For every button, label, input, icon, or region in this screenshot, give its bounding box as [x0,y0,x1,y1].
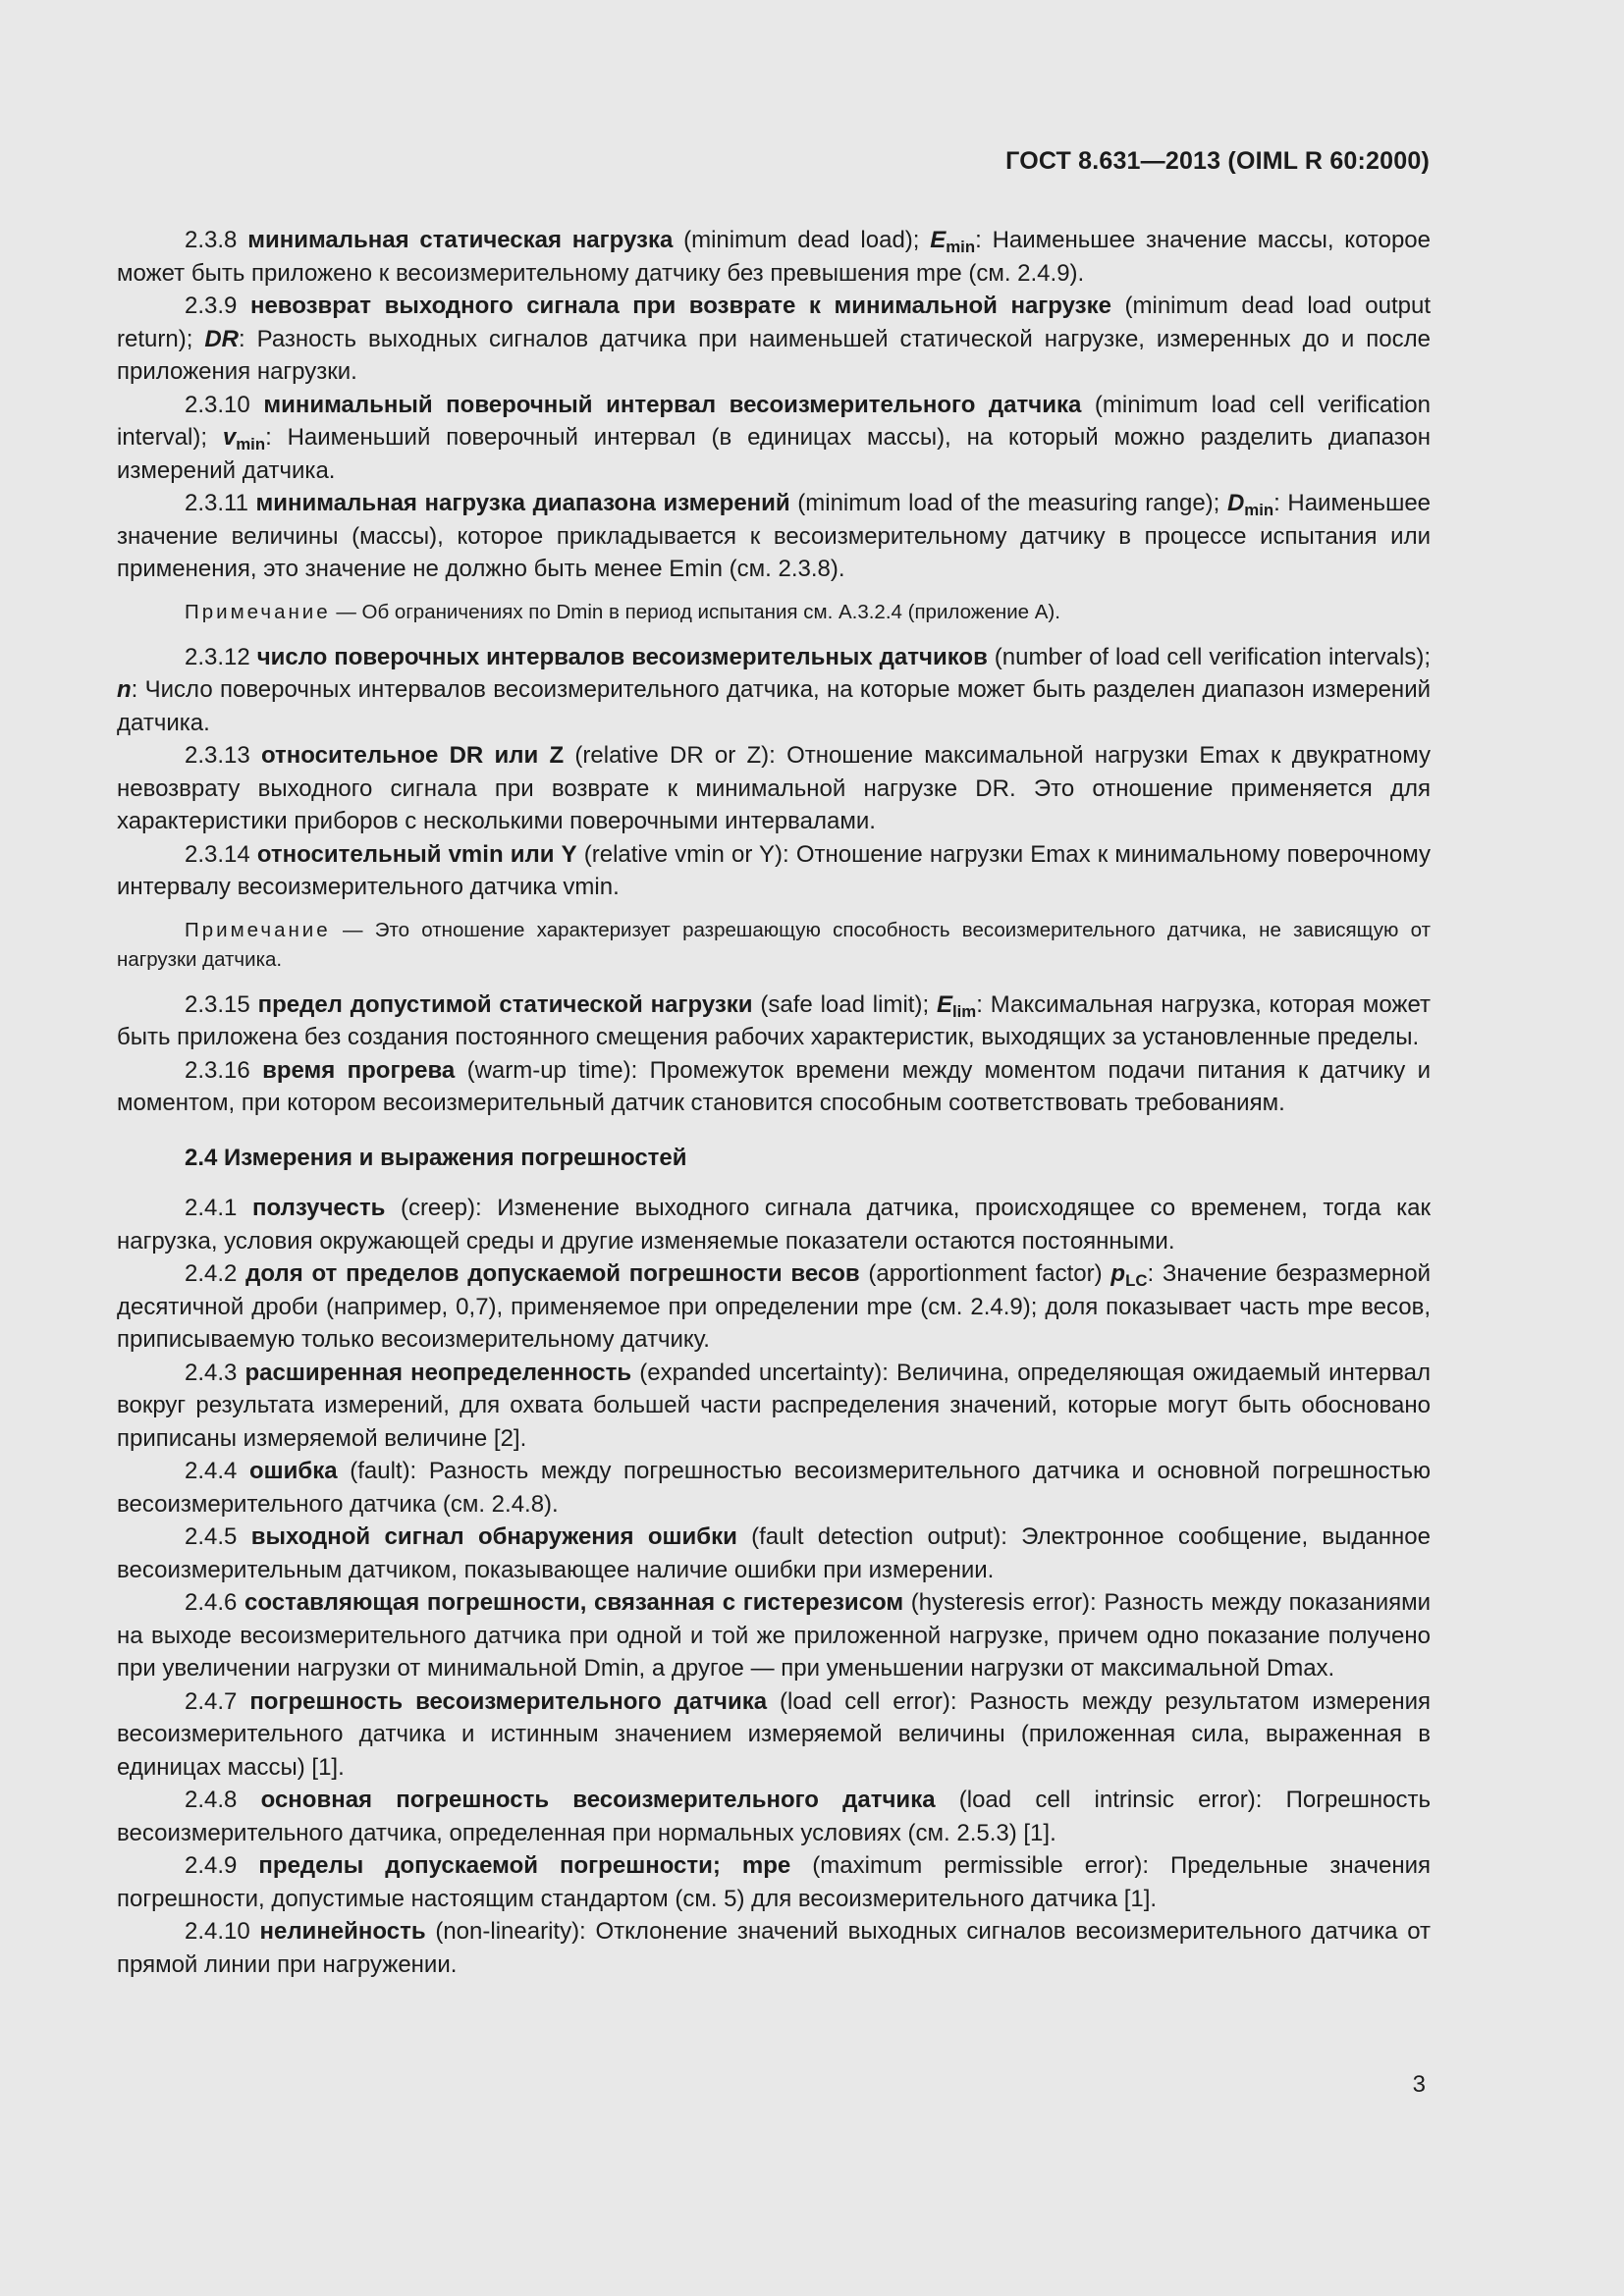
definition-paragraph [117,1915,1431,1981]
term-symbol: E [930,227,947,253]
clause-number: 2.3.13 [185,742,250,769]
definition-paragraph [117,389,1431,488]
definition-text: (hysteresis error): Разность между показаниями на выходе весоизмерительного датчика при одной и той же приложенной нагрузке, причем одно показание получено при увеличении нагрузки от минимальной Dmin, а другое — при уменьшении нагрузки от максимальной Dmax. [117,1589,1432,1682]
definition-text: (warm-up time): Промежуток времени между моментом подачи питания к датчику и моментом, при котором весоизмерительный датчик становится способным соответствовать требованиям. [117,1056,1431,1116]
definition-text-continued: : Значение безразмерной десятичной дроби (например, 0,7), применяемое при определении mpe (см. 2.4.9); доля показывает часть mpe весов, приписываемую только весоизмерительному датчику. [117,1260,1432,1353]
definition-paragraph [117,224,1431,290]
clause-number: 2.4.2 [185,1260,238,1287]
term-name: доля от пределов допускаемой погрешности весов [245,1260,860,1287]
definition-text: (relative DR or Z): Отношение максимальной нагрузки Emax к двукратному невозврату выходного сигнала при возврате к минимальной нагрузке DR. Это отношение применяется для характеристики приборов с несколькими поверочными интервалами. [117,742,1432,834]
definition-text: (fault detection output): Электронное сообщение, выданное весоизмерительным датчиком, показывающее наличие ошибки при измерении. [117,1523,1431,1583]
clause-number: 2.4.6 [185,1589,238,1616]
clause-number: 2.4.7 [185,1687,238,1715]
definition-text-continued: : Максимальная нагрузка, которая может быть приложена без создания постоянного смещения рабочих характеристик, выходящих за установленные пределы. [117,990,1431,1050]
term-symbol: v [222,424,237,451]
term-name: относительный vmin или Y [256,840,577,868]
term-name: предел допустимой статической нагрузки [257,990,753,1018]
clause-number: 2.4.4 [185,1458,238,1484]
definition-paragraph [117,1784,1431,1849]
definition-paragraph [117,1192,1431,1257]
clause-number: 2.3.9 [185,293,238,319]
term-name: минимальная статическая нагрузка [247,227,674,253]
definition-paragraph [117,641,1431,740]
term-name: минимальный поверочный интервал весоизмерительного датчика [263,391,1082,418]
page-number: 3 [1412,2071,1426,2098]
clause-number: 2.4.10 [185,1918,250,1945]
definition-text: (relative vmin or Y): Отношение нагрузки Emax к минимальному поверочному интервалу весоизмерительного датчика vmin. [117,840,1431,900]
definition-text: (maximum permissible error): Предельные значения погрешности, допустимые настоящим стандартом (см. 5) для весоизмерительного датчика [1]. [117,1852,1432,1912]
section-heading [117,1142,1431,1175]
clause-number: 2.4.8 [185,1787,238,1813]
term-name: минимальная нагрузка диапазона измерений [255,490,790,516]
term-name: погрешность весоизмерительного датчика [249,1687,768,1715]
definition-text: (creep): Изменение выходного сигнала датчика, происходящее со временем, тогда как нагрузка, условия окружающей среды и другие изменяемые показатели остаются постоянными. [117,1195,1431,1255]
definition-text-continued: : Разность выходных сигналов датчика при наименьшей статической нагрузке, измеренных до и после приложения нагрузки. [117,325,1431,385]
term-name: пределы допускаемой погрешности; mpe [258,1852,791,1879]
clause-number: 2.3.16 [185,1056,250,1084]
term-symbol: D [1226,490,1245,516]
note-paragraph [117,916,1431,975]
definition-text: (minimum load of the measuring range); [789,490,1227,516]
clause-number: 2.3.14 [185,840,250,868]
definition-paragraph [117,739,1431,838]
term-name: расширенная неопределенность [244,1359,632,1386]
definition-text-continued: : Число поверочных интервалов весоизмерительного датчика, на которые может быть разделен диапазон измерений датчика. [117,676,1431,736]
definition-text: (number of load cell verification intervals); [987,643,1432,670]
term-name: составляющая погрешности, связанная с гистерезисом [244,1589,904,1616]
clause-number: 2.3.12 [185,643,250,670]
term-name: число поверочных интервалов весоизмерительных датчиков [256,643,988,670]
definition-text: (apportionment factor) [859,1260,1111,1287]
definition-paragraph [117,487,1431,586]
note-text: — Это отношение характеризует разрешающую способность весоизмерительного датчика, не зависящую от нагрузки датчика. [117,918,1431,971]
symbol-subscript: lim [951,1001,977,1021]
definition-text: (minimum dead load); [673,227,931,253]
definition-text: (fault): Разность между погрешностью весоизмерительного датчика и основной погрешностью весоизмерительного датчика (см. 2.4.8). [117,1458,1431,1518]
clause-number: 2.4.1 [185,1195,238,1221]
definition-paragraph [117,1257,1431,1357]
term-symbol: n [117,676,132,703]
definition-text: (load cell error): Разность между результатом измерения весоизмерительного датчика и истинным значением измеряемой величины (приложенная сила, выраженная в единицах массы) [1]. [117,1687,1431,1781]
symbol-subscript: LC [1125,1271,1148,1291]
definition-paragraph [117,988,1431,1054]
definition-text-continued: : Наименьшее значение величины (массы), которое прикладывается к весоизмерительному датчику в процессе испытания или применения, это значение не должно быть менее Emin (см. 2.3.8). [117,490,1432,582]
clause-number: 2.3.8 [185,227,238,253]
term-symbol: DR [204,325,239,352]
term-name: время прогрева [262,1056,456,1084]
definition-paragraph [117,1586,1431,1685]
clause-number: 2.4.9 [185,1852,238,1879]
definition-paragraph [117,1054,1431,1120]
term-name: относительное DR или Z [260,742,565,769]
term-name: ошибка [249,1458,338,1484]
term-name: основная погрешность весоизмерительного датчика [260,1787,936,1813]
document-body [117,224,1431,1981]
definition-paragraph [117,1685,1431,1785]
definition-text: (safe load limit); [752,990,937,1018]
symbol-subscript: min [946,238,976,257]
note-paragraph [117,598,1431,627]
term-name: нелинейность [259,1918,426,1945]
page-header: ГОСТ 8.631—2013 (OIML R 60:2000) [1005,147,1430,175]
term-name: выходной сигнал обнаружения ошибки [250,1523,737,1550]
term-name: невозврат выходного сигнала при возврате к минимальной нагрузке [249,293,1111,319]
clause-number: 2.4.5 [185,1523,238,1550]
term-symbol: E [936,990,952,1018]
definition-text: (minimum dead load output return); [117,293,1432,352]
definition-paragraph [117,290,1431,389]
section-number: 2.4 [185,1144,218,1171]
definition-paragraph [117,1521,1431,1586]
definition-paragraph [117,838,1431,904]
definition-text: (minimum load cell verification interval); [117,391,1432,451]
definition-paragraph [117,1849,1431,1915]
definition-paragraph [117,1455,1431,1521]
note-label: Примечание [185,918,331,941]
clause-number: 2.4.3 [185,1359,238,1386]
note-text: — Об ограничениях по Dmin в период испытания см. А.3.2.4 (приложение А). [330,600,1060,623]
definition-paragraph [117,1357,1431,1456]
note-label: Примечание [185,600,331,623]
symbol-subscript: min [236,435,266,454]
symbol-subscript: min [1244,501,1274,520]
definition-text-continued: : Наименьшее значение массы, которое может быть приложено к весоизмерительному датчику без превышения mpe (см. 2.4.9). [117,227,1431,287]
definition-text-continued: : Наименьший поверочный интервал (в единицах массы), на который можно разделить диапазон измерений датчика. [117,424,1431,484]
clause-number: 2.3.10 [185,391,250,418]
clause-number: 2.3.11 [185,490,248,516]
definition-text: (non-linearity): Отклонение значений выходных сигналов весоизмерительного датчика от прямой линии при нагружении. [117,1918,1432,1978]
definition-text: (expanded uncertainty): Величина, определяющая ожидаемый интервал вокруг результата измерений, для охвата большей части распределения значений, которые могут быть обосновано приписаны измеряемой величине [2]. [117,1359,1431,1452]
term-name: ползучесть [252,1195,386,1221]
clause-number: 2.3.15 [185,990,250,1018]
definition-text: (load cell intrinsic error): Погрешность весоизмерительного датчика, определенная при нормальных условиях (см. 2.5.3) [1]. [117,1787,1432,1846]
section-title: Измерения и выражения погрешностей [224,1144,687,1171]
term-symbol: p [1110,1260,1126,1287]
